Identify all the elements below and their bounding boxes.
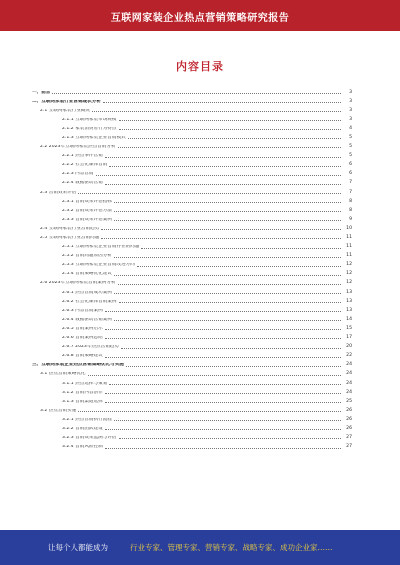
toc-dot-leader — [105, 329, 341, 330]
toc-dot-leader — [96, 175, 341, 176]
footer-slogan: 让每个人都能成为 — [48, 543, 108, 552]
toc-entry[interactable] — [32, 159, 352, 168]
toc-entry[interactable] — [32, 386, 352, 395]
toc-entry-label: 2.1.1 互联网家装市场规模 — [62, 117, 117, 122]
toc-entry-page: 24 — [346, 362, 352, 368]
toc-dot-leader — [114, 275, 341, 276]
toc-dot-leader — [105, 184, 341, 185]
toc-entry-label: 2.6.3 内容营销案例 — [62, 308, 103, 313]
toc-dot-leader — [52, 93, 341, 94]
toc-entry-label: 2.6.6 营销案例总结 — [62, 336, 103, 341]
toc-entry-label: 2.2.3 内容营销 — [62, 172, 94, 177]
toc-entry-label: 3.2.3 营销效果监测与评估 — [62, 436, 117, 441]
toc-dot-leader — [105, 429, 341, 430]
toc-entry-page: 10 — [346, 225, 352, 231]
toc-entry[interactable] — [32, 150, 352, 159]
toc-dot-leader — [105, 448, 341, 449]
toc-entry-page: 7 — [349, 189, 352, 195]
toc-entry[interactable] — [32, 250, 352, 259]
toc-dot-leader — [105, 393, 341, 394]
toc-entry[interactable] — [32, 241, 352, 250]
toc-entry-label: 2.3.2 营销效果评估方法 — [62, 208, 112, 213]
toc-entry[interactable] — [32, 86, 352, 95]
toc-entry[interactable] — [32, 368, 352, 377]
toc-entry-label: 2.6.7 2023年热点营销趋势 — [62, 345, 119, 350]
toc-entry-label: 3.1.3 营销渠道选择 — [62, 399, 103, 404]
toc-dot-leader — [109, 384, 341, 385]
toc-entry-label: 2.6 2023年互联网家装营销案例分析 — [40, 281, 116, 286]
toc-entry-page: 3 — [349, 107, 352, 113]
toc-entry-label: 2.3.3 营销效果评估案例 — [62, 217, 112, 222]
toc-entry[interactable] — [32, 213, 352, 222]
toc-entry-label: 2.6.1 热点营销成功案例 — [62, 290, 112, 295]
toc-entry-page: 9 — [349, 216, 352, 222]
toc-entry-label: 2.6.8 营销策略建议 — [62, 354, 103, 359]
toc-entry-label: 二、互联网家装行业营销现状分析 — [32, 99, 101, 104]
toc-dot-leader — [105, 357, 341, 358]
toc-entry[interactable] — [32, 395, 352, 404]
toc-entry[interactable] — [32, 332, 352, 341]
header-banner — [0, 0, 400, 31]
toc-dot-leader — [78, 411, 341, 412]
toc-entry[interactable] — [32, 359, 352, 368]
toc-entry-page: 27 — [346, 435, 352, 441]
toc-entry-label: 2.3.1 营销效果评估指标 — [62, 199, 112, 204]
toc-dot-leader — [109, 166, 341, 167]
toc-entry-page: 20 — [346, 344, 352, 350]
toc-entry[interactable] — [32, 259, 352, 268]
toc-entry[interactable] — [32, 413, 352, 422]
toc-dot-leader — [105, 402, 341, 403]
toc-entry-page: 7 — [349, 180, 352, 186]
toc-entry-page: 8 — [349, 198, 352, 204]
toc-entry-page: 3 — [349, 116, 352, 122]
toc-entry[interactable] — [32, 313, 352, 322]
toc-entry-label: 2.5.2 营销问题原因分析 — [62, 254, 112, 259]
toc-entry-page: 3 — [349, 89, 352, 95]
toc-entry-page: 27 — [346, 444, 352, 450]
toc-dot-leader — [119, 438, 342, 439]
toc-dot-leader — [119, 120, 342, 121]
toc-dot-leader — [126, 366, 341, 367]
toc-entry-label: 3.2 热点营销实施 — [40, 408, 77, 413]
toc-entry-label: 3.1.2 营销内容创作 — [62, 390, 103, 395]
toc-dot-leader — [88, 375, 341, 376]
toc-entry-page: 26 — [346, 425, 352, 431]
toc-dot-leader — [114, 211, 341, 212]
toc-dot-leader — [114, 420, 341, 421]
toc-dot-leader — [103, 102, 341, 103]
toc-entry-page: 3 — [349, 98, 352, 104]
toc-entry[interactable] — [32, 104, 352, 113]
toc-entry-label: 2.6.5 营销案例启示 — [62, 326, 103, 331]
toc-entry[interactable] — [32, 186, 352, 195]
footer-roles: 行业专家、管理专家、营销专家、战略专家、成功企业家…… — [130, 543, 333, 552]
toc-entry-page: 13 — [346, 298, 352, 304]
toc-entry[interactable] — [32, 404, 352, 413]
toc-entry[interactable] — [32, 341, 352, 350]
toc-entry[interactable] — [32, 422, 352, 431]
toc-entry-label: 2.1.3 互联网家装企业营销模式 — [62, 135, 126, 140]
toc-entry[interactable] — [32, 168, 352, 177]
toc-dot-leader — [101, 238, 341, 239]
toc-dot-leader — [105, 338, 341, 339]
table-of-contents — [32, 86, 352, 450]
toc-entry-page: 12 — [346, 280, 352, 286]
toc-entry-page: 12 — [346, 271, 352, 277]
toc-entry[interactable] — [32, 432, 352, 441]
toc-entry-label: 2.6.2 社会化媒体营销案例 — [62, 299, 117, 304]
toc-entry-page: 6 — [349, 162, 352, 168]
toc-dot-leader — [118, 147, 341, 148]
toc-entry-page: 13 — [346, 307, 352, 313]
toc-entry-label: 三、互联网家装企业热点营销策略优化与实施 — [32, 363, 124, 368]
toc-entry-label: 3.2.4 营销风险控制 — [62, 445, 103, 450]
toc-dot-leader — [141, 248, 341, 249]
toc-entry-label: 2.2 2023年互联网家装热点营销分析 — [40, 145, 116, 150]
toc-entry-label: 2.5.4 营销策略优化建议 — [62, 272, 112, 277]
toc-dot-leader — [114, 320, 341, 321]
toc-entry-label: 2.5 互联网家装行业营销问题 — [40, 236, 100, 240]
toc-entry-page: 4 — [349, 125, 352, 131]
toc-entry-page: 11 — [346, 235, 352, 240]
toc-entry[interactable] — [32, 277, 352, 286]
toc-entry-label: 2.2.1 热点事件营销 — [62, 154, 103, 159]
toc-dot-leader — [118, 284, 341, 285]
toc-entry[interactable] — [32, 304, 352, 313]
toc-entry-page: 24 — [346, 371, 352, 377]
toc-entry[interactable] — [32, 350, 352, 359]
toc-entry-label: 一、前言 — [32, 90, 51, 95]
toc-entry-page: 11 — [346, 244, 352, 250]
toc-dot-leader — [121, 348, 341, 349]
toc-dot-leader — [114, 202, 341, 203]
toc-entry-page: 5 — [349, 144, 352, 150]
toc-entry[interactable] — [32, 441, 352, 450]
toc-dot-leader — [114, 293, 341, 294]
toc-entry-page: 15 — [346, 325, 352, 331]
toc-entry-label: 2.6.4 数据驱动营销案例 — [62, 317, 112, 322]
toc-entry[interactable] — [32, 177, 352, 186]
toc-entry-label: 3.1 热点营销策略优化 — [40, 372, 86, 377]
footer-banner — [0, 530, 400, 565]
toc-dot-leader — [114, 257, 341, 258]
toc-entry-label: 2.5.3 互联网家装企业营销改进方向 — [62, 263, 135, 268]
toc-entry-page: 14 — [346, 316, 352, 322]
toc-entry[interactable] — [32, 377, 352, 386]
toc-entry-page: 8 — [349, 207, 352, 213]
toc-dot-leader — [92, 111, 341, 112]
toc-entry[interactable] — [32, 322, 352, 331]
toc-entry-page: 5 — [349, 134, 352, 140]
toc-entry[interactable] — [32, 204, 352, 213]
toc-dot-leader — [137, 266, 341, 267]
toc-entry[interactable] — [32, 122, 352, 131]
toc-dot-leader — [119, 302, 342, 303]
toc-entry-label: 2.2.2 社会化媒体营销 — [62, 163, 108, 168]
toc-entry-page: 5 — [349, 153, 352, 159]
toc-entry[interactable] — [32, 131, 352, 140]
toc-entry-label: 2.4 互联网家装行业营销趋势 — [40, 226, 100, 231]
toc-entry-page: 22 — [346, 353, 352, 359]
toc-entry[interactable] — [32, 195, 352, 204]
toc-entry-page: 11 — [346, 253, 352, 259]
toc-entry-label: 3.2.1 热点营销执行流程 — [62, 417, 112, 422]
toc-heading: 内容目录 — [176, 60, 224, 73]
toc-entry[interactable] — [32, 222, 352, 231]
toc-entry[interactable] — [32, 95, 352, 104]
toc-entry-page: 26 — [346, 407, 352, 413]
toc-dot-leader — [101, 229, 341, 230]
toc-entry[interactable] — [32, 268, 352, 277]
toc-dot-leader — [78, 193, 341, 194]
toc-dot-leader — [105, 157, 341, 158]
toc-dot-leader — [119, 129, 342, 130]
toc-entry-page: 25 — [346, 398, 352, 404]
toc-entry-page: 26 — [346, 416, 352, 422]
toc-entry-label: 2.2.4 数据驱动营销 — [62, 181, 103, 186]
toc-dot-leader — [128, 138, 341, 139]
toc-entry-label: 3.1.1 热点选择与策划 — [62, 381, 108, 386]
toc-entry-page: 6 — [349, 171, 352, 177]
toc-entry-label: 3.2.2 营销团队建设 — [62, 426, 103, 431]
toc-entry-label: 2.5.1 互联网家装企业营销存在的问题 — [62, 245, 140, 250]
toc-entry-page: 12 — [346, 262, 352, 268]
toc-entry-label: 2.3 营销效果评估 — [40, 190, 77, 195]
toc-entry[interactable] — [32, 295, 352, 304]
toc-entry-page: 24 — [346, 380, 352, 386]
toc-entry[interactable] — [32, 286, 352, 295]
toc-entry-label: 2.1.2 家装消费者行为特点 — [62, 126, 117, 131]
toc-entry-page: 24 — [346, 389, 352, 395]
report-title: 互联网家装企业热点营销策略研究报告 — [110, 13, 290, 24]
toc-entry[interactable] — [32, 232, 352, 241]
toc-entry[interactable] — [32, 141, 352, 150]
toc-entry-label: 2.1 互联网家装行业概况 — [40, 108, 91, 113]
toc-dot-leader — [105, 311, 341, 312]
toc-entry-page: 13 — [346, 289, 352, 295]
toc-entry[interactable] — [32, 113, 352, 122]
toc-dot-leader — [114, 220, 341, 221]
toc-entry-page: 17 — [346, 335, 352, 341]
